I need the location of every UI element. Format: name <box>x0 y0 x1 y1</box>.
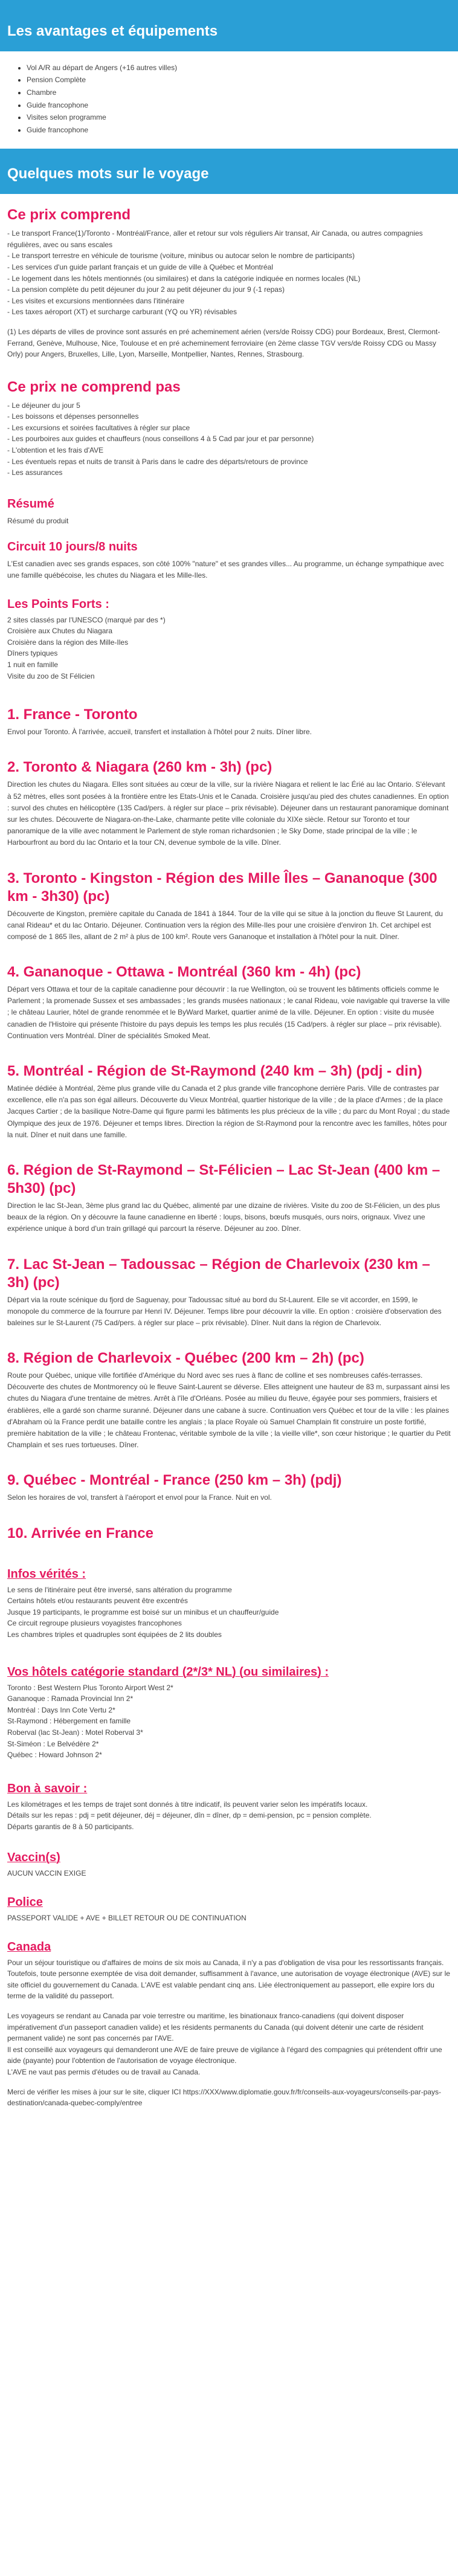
list-item: • Visites selon programme <box>27 112 458 123</box>
hotels-list <box>7 1682 451 1761</box>
canada-link-text: Merci de vérifier les mises à jour sur le site, cliquer ICI https://XXX/www.diplomatie.gouv.fr/fr/conseils-aux-voyageurs/conseils-par-pays-destination/canada-quebec-comply/entree <box>7 2087 442 2108</box>
canada-paragraph: L'AVE ne vaut pas permis d'études ou de travail au Canada. <box>7 2068 201 2076</box>
list-item: 1 nuit en famille <box>7 660 59 669</box>
list-item: - Les pourboires aux guides et chauffeurs (nous conseillons 4 à 5 Cad par jour et par personne) <box>7 434 314 444</box>
day-title: 7. Lac St-Jean – Tadoussac – Région de Charlevoix (230 km – 3h) (pc) <box>7 1256 430 1291</box>
infos-list <box>7 1584 451 1641</box>
day-description: Départ vers Ottawa et tour de la capitale canadienne pour découvrir : la rue Wellington, où se trouvent les bâtiments officiels comme le Parlement ; la promenade Sussex et ses ambassades ; les grands musées nationaux ; le canal Rideau, voie navigable qui traverse la ville ; le château Laurier, hôtel de grande renommée et le ByWard Market, quartier animé de la ville. Déjeuner. En option : visite du musée canadien de l'Histoire qui présente l'histoire du pays depuis les temps les plus reculés (15 Cad/pers. à régler sur place – prix révisable). Continuation vers Montréal. Dîner de spécialités Smoked Meat. <box>7 985 450 1040</box>
canada-paragraph: Pour un séjour touristique ou d'affaires de moins de six mois au Canada, il n'y a pas d'obligation de visa pour les ressortissants français. Toutefois, toute personne exemptée de visa doit demander, suffisamment à l'avance, une autorisation de voyage électronique (AVE) sur le site officiel du gouvernement du Canada. L'AVE est valable pendant cinq ans. Liée électroniquement au passeport, elle expire lors du terme de la validité du passeport. <box>7 1958 450 2001</box>
list-item: St-Raymond : Hébergement en famille <box>7 1717 131 1726</box>
list-item: - Les visites et excursions mentionnées dans l'itinéraire <box>7 296 185 305</box>
hotels-title: Vos hôtels catégorie standard (2*/3* NL) (ou similaires) : <box>7 1665 329 1679</box>
day-title: 4. Gananoque - Ottawa - Montréal (360 km - 4h) (pc) <box>7 964 361 981</box>
list-item: - Les taxes aéroport (XT) et surcharge carburant (YQ ou YR) révisables <box>7 308 237 317</box>
list-item: • Guide francophone <box>27 100 458 111</box>
points-forts-title: Les Points Forts : <box>7 597 109 611</box>
canada-text <box>7 1957 451 2121</box>
day-title: 1. France - Toronto <box>7 706 138 723</box>
police-title: Police <box>7 1896 43 1909</box>
bon-savoir-title: Bon à savoir : <box>7 1781 88 1795</box>
day-description: Direction les chutes du Niagara. Elles sont situées au cœur de la ville, sur la rivière Niagara et relient le lac Érié au lac Ontario. S'élevant à 52 mètres, elles sont posées à la frontière entre les Etats-Unis et le Canada. Croisière jusqu'au pied des chutes canadiennes. En option : survol des chutes en hélicoptère (135 Cad/pers. à régler sur place – prix révisable). Déjeuner dans un restaurant panoramique dominant sur les chutes. Découverte de Niagara-on-the-Lake, charmante petite ville coloniale du XIXe siècle. Retour sur Toronto et tour panoramique de la ville avec notamment le Parlement de style roman richardsonien ; le Sky Dome, stade principal de la ville ; le Harbourfront au bord du lac Ontario et la tour CN, devenue symbole de la ville. Dîner. <box>7 780 449 847</box>
list-item: 2 sites classés par l'UNESCO (marqué par des *) <box>7 615 166 624</box>
circuit-text: L'Est canadien avec ses grands espaces, son côté 100% "nature" et ses grandes villes... Au programme, un échange sympathique avec une famille québécoise, les chutes du Niagara et les Mille-Iles. <box>7 560 444 580</box>
day-description: Selon les horaires de vol, transfert à l'aéroport et envol pour la France. Nuit en vol. <box>7 1493 272 1502</box>
list-item: Les chambres triples et quadruples sont équipées de 2 lits doubles <box>7 1630 222 1639</box>
prix-pas-list <box>7 400 451 479</box>
list-item: Ce circuit regroupe plusieurs voyagistes francophones <box>7 1619 182 1628</box>
list-item: • Guide francophone <box>27 124 458 136</box>
circuit-title: Circuit 10 jours/8 nuits <box>7 540 138 554</box>
day-description: Route pour Québec, unique ville fortifiée d'Amérique du Nord avec ses rues à flanc de colline et ses nombreuses cafés-terrasses. Découverte des chutes de Montmorency où le fleuve Saint-Laurent se déverse. Elles atteignent une hauteur de 83 m, surpassant ainsi les chutes du Niagara d'une trentaine de mètres. Arrêt à l'île d'Orléans. Posée au milieu du fleuve, égayée pour ses pommiers, fraisiers et érablières, elle a gardé son charme suranné. Déjeuner dans une cabane à sucre. Continuation vers Québec et tour de la ville : les plaines d'Abraham où la France perdit une bataille contre les anglais ; la place Royale où Samuel Champlain fit construire un poste fortifié, première habitation de la ville ; le château Frontenac, véritable symbole de la ville ; la vieille ville*, son cœur historique ; le quartier du Petit Champlain et ses rues tortueuses. Dîner. <box>7 1371 451 1450</box>
vaccins-title: Vaccin(s) <box>7 1851 60 1865</box>
list-item: Roberval (lac St-Jean) : Motel Roberval 3* <box>7 1728 143 1737</box>
list-item: Croisière aux Chutes du Niagara <box>7 627 113 636</box>
list-item: - L'obtention et les frais d'AVE <box>7 446 104 455</box>
list-item: St-Siméon : Le Belvédère 2* <box>7 1739 99 1748</box>
canada-title: Canada <box>7 1940 51 1954</box>
departure-note: (1) Les départs de villes de province sont assurés en pré acheminement aérien (vers/de Roissy CDG) pour Bordeaux, Brest, Clermont-Ferrand, Genève, Mulhouse, Nice, Toulouse et en pré acheminement ferroviaire (en 2ème classe TGV vers/de Roissy CDG ou Massy Orly) pour Angers, Bruxelles, Lille, Lyon, Marseille, Montpellier, Nantes, Rennes, Strasbourg. <box>7 327 440 359</box>
prix-comprend-title: Ce prix comprend <box>7 207 131 224</box>
list-item: - Les assurances <box>7 468 63 477</box>
list-item: - Le déjeuner du jour 5 <box>7 401 80 410</box>
prix-comprend-list <box>7 228 451 360</box>
list-item: Les kilométrages et les temps de trajet sont donnés à titre indicatif, ils peuvent varier selon les impératifs locaux. <box>7 1800 368 1809</box>
day-description: Envol pour Toronto. À l'arrivée, accueil, transfert et installation à l'hôtel pour 2 nuits. Dîner libre. <box>7 728 312 737</box>
list-item: Jusque 19 participants, le programme est boisé sur un minibus et un chauffeur/guide <box>7 1607 279 1616</box>
day-title: 2. Toronto & Niagara (260 km - 3h) (pc) <box>7 759 273 776</box>
day-description: Départ via la route scénique du fjord de Saguenay, pour Tadoussac situé au bord du St-Laurent. Elle se vit accorder, en 1599, le monopole du commerce de la fourrure par Henri IV. Déjeuner. Temps libre pour découvrir la ville. En option : croisière d'observation des baleines sur le St-Laurent (75 Cad/pers. à régler sur place – prix révisable). Dîner. Nuit dans la région de Charlevoix. <box>7 1295 442 1327</box>
canada-paragraph: Il est conseillé aux voyageurs qui demanderont une AVE de faire preuve de vigilance à l'égard des compagnies qui prétendent offrir une aide (payante) pour l'obtention de l'autorisation de voyage électronique. <box>7 2045 442 2065</box>
list-item: • Vol A/R au départ de Angers (+16 autres villes) <box>27 62 458 74</box>
day-description: Direction le lac St-Jean, 3ème plus grand lac du Québec, alimenté par une dizaine de rivières. Visite du zoo de St-Félicien, un des plus beaux de la région. On y découvre la faune canadienne en liberté : loups, bisons, bœufs musqués, ours noirs, orignaux. Vivez une expérience unique à bord d'un train grillagé qui parcourt la réserve. Déjeuner au zoo. Dîner. <box>7 1201 440 1233</box>
list-item: - Le logement dans les hôtels mentionnés (ou similaires) et dans la catégorie indiquée en normes locales (NL) <box>7 274 361 283</box>
avantages-list <box>0 62 458 136</box>
list-item: Montréal : Days Inn Cote Vertu 2* <box>7 1705 115 1714</box>
prix-pas-title: Ce prix ne comprend pas <box>7 378 181 395</box>
day-title: 8. Région de Charlevoix - Québec (200 km – 2h) (pc) <box>7 1350 364 1367</box>
list-item: - Les boissons et dépenses personnelles <box>7 412 139 421</box>
itinerary <box>7 706 451 1542</box>
list-item: Visite du zoo de St Félicien <box>7 671 95 680</box>
list-item: • Chambre <box>27 87 458 98</box>
list-item: Québec : Howard Johnson 2* <box>7 1751 102 1760</box>
police-text: PASSEPORT VALIDE + AVE + BILLET RETOUR OU DE CONTINUATION <box>7 1914 247 1923</box>
day-title: 9. Québec - Montréal - France (250 km – 3h) (pdj) <box>7 1472 342 1489</box>
list-item: - Les excursions et soirées facultatives à régler sur place <box>7 423 190 432</box>
list-item: Croisière dans la région des Mille-Iles <box>7 638 129 647</box>
day-title: 10. Arrivée en France <box>7 1525 153 1541</box>
list-item: Départs garantis de 8 à 50 participants. <box>7 1822 134 1831</box>
list-item: Dîners typiques <box>7 649 58 658</box>
list-item: Le sens de l'itinéraire peut être inversé, sans altération du programme <box>7 1585 232 1594</box>
list-item: - Le transport terrestre en véhicule de tourisme (voiture, minibus ou autocar selon le nombre de participants) <box>7 251 355 260</box>
day-title: 5. Montréal - Région de St-Raymond (240 km – 3h) (pdj - din) <box>7 1063 422 1079</box>
list-item: • Pension Complète <box>27 74 458 86</box>
day-description: Matinée dédiée à Montréal, 2ème plus grande ville du Canada et 2 plus grande ville francophone derrière Paris. Ville de contrastes par excellence, elle n'a pas son égal ailleurs. Découverte du Vieux Montréal, quartier historique de la ville ; de la place d'Armes ; de la place Jacques Cartier ; de la basilique Notre-Dame qui figure parmi les bâtiments les plus précieux de la ville ; du parc du Mont Royal ; du stade Olympique des jeux de 1976. Déjeuner et temps libres. Direction la région de St-Raymond pour la rencontre avec les familles, hôtes pour la nuit. Dîner et nuit dans une famille. <box>7 1084 450 1139</box>
list-item: Gananoque : Ramada Provincial Inn 2* <box>7 1694 134 1703</box>
day-description: Découverte de Kingston, première capitale du Canada de 1841 à 1844. Tour de la ville qui se situe à la jonction du fleuve St Laurent, du canal Rideau* et du lac Ontario. Déjeuner. Continuation vers la région des Mille-Iles pour une croisière d'environ 1h. Cet archipel est composé de 1 865 îles, allant de 2 m² à plus de 100 km². Route vers Gananoque et installation à l'hôtel pour la nuit. Dîner. <box>7 909 443 941</box>
list-item: Certains hôtels et/ou restaurants peuvent être excentrés <box>7 1596 188 1606</box>
list-item: - Les services d'un guide parlant français et un guide de ville à Québec et Montréal <box>7 262 273 271</box>
vaccins-text: AUCUN VACCIN EXIGE <box>7 1869 86 1878</box>
list-item: - Les éventuels repas et nuits de transit à Paris dans le cadre des départs/retours de province <box>7 457 308 466</box>
day-title: 3. Toronto - Kingston - Région des Mille Îles – Gananoque (300 km - 3h30) (pc) <box>7 870 437 905</box>
resume-title: Résumé <box>7 497 54 511</box>
avantages-header: Les avantages et équipements <box>0 0 458 51</box>
bon-savoir-list <box>7 1799 451 1833</box>
voyage-header: Quelques mots sur le voyage <box>0 149 458 194</box>
canada-paragraph: Les voyageurs se rendant au Canada par voie terrestre ou maritime, les binationaux franco-canadiens (qui doivent disposer impérativement d'un passeport canadien valide) et les résidents permanents du Canada (qui doivent détenir une carte de résident permanent valide) ne sont pas concernés par l'AVE. <box>7 2012 424 2043</box>
list-item: - La pension complète du petit déjeuner du jour 2 au petit déjeuner du jour 9 (-1 repas) <box>7 285 285 294</box>
list-item: Détails sur les repas : pdj = petit déjeuner, déj = déjeuner, dîn = dîner, dp = demi-pension, pc = pension complète. <box>7 1811 372 1820</box>
resume-text: Résumé du produit <box>7 516 69 525</box>
points-forts-list <box>7 615 451 682</box>
list-item: Toronto : Best Western Plus Toronto Airport West 2* <box>7 1683 173 1692</box>
infos-title: Infos vérités : <box>7 1567 86 1581</box>
voyage-content <box>0 206 458 2121</box>
day-title: 6. Région de St-Raymond – St-Félicien – Lac St-Jean (400 km – 5h30) (pc) <box>7 1161 440 1196</box>
list-item: - Le transport France(1)/Toronto - Montréal/France, aller et retour sur vols réguliers Air transat, Air Canada, ou autres compagnies régulières, avec ou sans escales <box>7 229 423 249</box>
